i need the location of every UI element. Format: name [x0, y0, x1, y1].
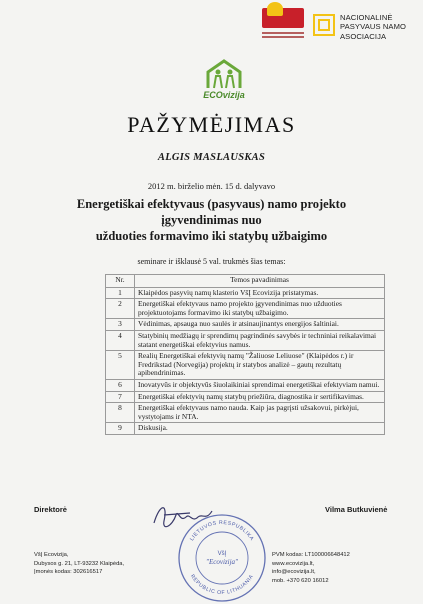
- org-left-line-3: Įmonės kodas: 302616517: [34, 569, 103, 575]
- stamp-center-line-2: "Ecovizija": [206, 558, 238, 566]
- attendance-date: 2012 m. birželio mėn. 15 d. dalyvavo: [147, 181, 276, 191]
- npna-logo-mark: [313, 14, 335, 36]
- org-right-line-3: info@ecovizija.lt,: [272, 569, 316, 575]
- stamp-center-line-1: VšĮ: [217, 551, 227, 557]
- recipient-name: ALGIS MASLAUSKAS: [157, 152, 266, 163]
- table-row: [106, 330, 385, 350]
- organization-contacts: [272, 551, 350, 585]
- seminar-description: seminare ir išklausė 5 val. trukmės šias temas:: [137, 257, 286, 266]
- header-topic: Temos pavadinimas: [135, 275, 385, 288]
- row-topic: Inovatyvūs ir objektyvūs šiuolaikiniai sprendimai energetiškai efektyviam namui.: [135, 379, 385, 391]
- npna-line-3: ASOCIACIJA: [340, 31, 387, 41]
- row-nr: 1: [106, 287, 135, 299]
- npna-line-1: NACIONALINĖ: [340, 13, 393, 22]
- row-nr: 9: [106, 423, 135, 435]
- org-right-line-2: www.ecovizija.lt,: [272, 560, 315, 567]
- ecovizija-logo: [178, 58, 270, 102]
- stamp-bottom-text: REPUBLIC OF LITHUANIA: [188, 573, 256, 597]
- table-row: [106, 299, 385, 319]
- certificate-title: PAŽYMĖJIMAS: [127, 112, 296, 137]
- topics-table: [105, 274, 385, 435]
- stamp-top-text: LIETUVOS RESPUBLIKA: [189, 519, 255, 543]
- npna-line-2: PASYVAUS NAMO: [340, 22, 407, 32]
- director-label: Direktorė: [34, 505, 67, 514]
- org-right-line-4: mob. +370 620 16012: [272, 577, 329, 584]
- header-nr: Nr.: [106, 275, 135, 288]
- table-row: [106, 319, 385, 331]
- row-topic: Klaipėdos pasyvių namų klasterio VšĮ Ecovizija pristatymas.: [135, 287, 385, 299]
- row-topic: Diskusija.: [135, 423, 385, 435]
- row-topic: Realių Energetiškai efektyvių namų "Žaliuose Leliuose" (Klaipėdos r.) ir Fredrikstad (Norvegija) projektų ir statybos analizė – gautų rezultatų apibendrinimas.: [135, 351, 385, 380]
- ecovizija-logo-text: ECOvizija: [203, 90, 245, 100]
- table-row: [106, 351, 385, 380]
- ecovizija-house-icon: [178, 58, 270, 92]
- table-row: [106, 287, 385, 299]
- project-title-line-1: Energetiškai efektyvaus (pasyvaus) namo projekto: [76, 197, 347, 211]
- org-left-line-1: VšĮ Ecovizija,: [34, 552, 69, 558]
- row-nr: 8: [106, 403, 135, 423]
- table-row: [106, 391, 385, 403]
- row-topic: Energetiškai efektyvių namų statybų priežiūra, diagnostika ir sertifikavimas.: [135, 391, 385, 403]
- table-row: [106, 403, 385, 423]
- table-row: [106, 379, 385, 391]
- org-left-line-2: Dubysos g. 21, LT-93232 Klaipėda,: [34, 560, 125, 567]
- svg-text:REPUBLIC OF LITHUANIA: [189, 574, 255, 596]
- table-header-row: [106, 275, 385, 288]
- row-nr: 5: [106, 351, 135, 380]
- row-nr: 3: [106, 319, 135, 331]
- project-title-line-3: užduoties formavimo iki statybų užbaigimo: [95, 229, 328, 243]
- director-name: Vilma Butkuvienė: [325, 505, 388, 514]
- org-right-line-1: PVM kodas: LT100006648412: [272, 552, 350, 558]
- npna-logo-text: [340, 13, 420, 41]
- organization-address: [34, 551, 124, 577]
- row-topic: Statybinių medžiagų ir sprendimų pagrindinės savybės ir techniniai reikalavimai statant energetiškai efektyvius namus.: [135, 330, 385, 350]
- row-nr: 7: [106, 391, 135, 403]
- row-topic: Energetiškai efektyvaus namo nauda. Kaip jas pagrįsti užsakovui, pirkėjui, vystytojams ir NTA.: [135, 403, 385, 423]
- row-topic: Vėdinimas, apsauga nuo saulės ir atsinaujinantys energijos šaltiniai.: [135, 319, 385, 331]
- row-topic: Energetiškai efektyvaus namo projekto įgyvendinimas nuo užduoties projektuotojams formavimo iki statybų užbaigimo.: [135, 299, 385, 319]
- project-title-line-2: įgyvendinimas nuo: [161, 213, 262, 227]
- table-row: [106, 423, 385, 435]
- project-title: [20, 196, 403, 244]
- row-nr: 6: [106, 379, 135, 391]
- svg-text:LIETUVOS RESPUBLIKA: [189, 520, 255, 542]
- row-nr: 2: [106, 299, 135, 319]
- passive-house-institute-logo: [258, 8, 308, 44]
- row-nr: 4: [106, 330, 135, 350]
- official-stamp: [176, 512, 268, 604]
